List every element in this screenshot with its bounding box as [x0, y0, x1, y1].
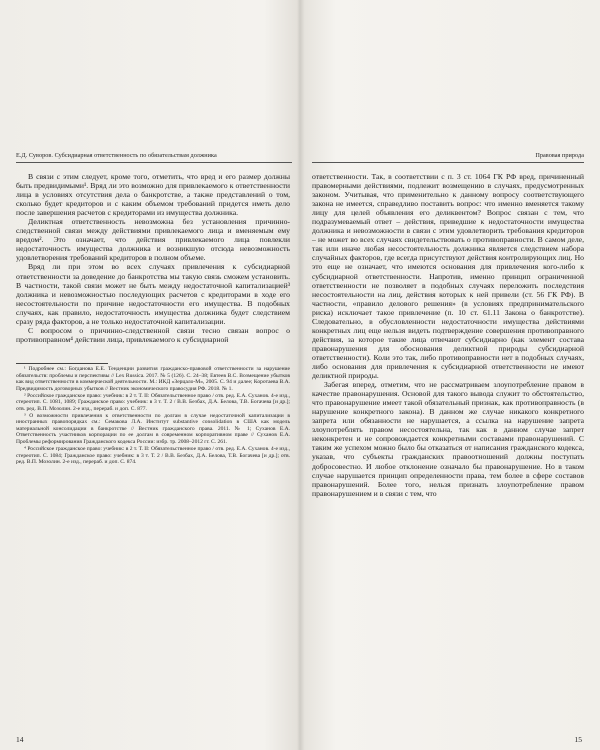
- footnote: ⁴ Российское гражданское право: учебник: в 2 т. Т. II: Обязательственное право / отв. ред. Е.А. Суханов. 4-е изд., стереотип. С. 1084; Гражданское право: учебник: в 3 т. Т. 2 / В.В. Безбах, Д.А. Белова, Т.В. Богачева [и др.]; отв. ред. В.П. Мозолин. 2-е изд., перераб. и доп. С. 874.: [16, 446, 290, 466]
- footnote: ¹ Подробнее см.: Богданова Е.Е. Тенденции развития гражданско-правовой ответственности за нарушение обязательств: проблемы и перспективы // Lex Russica. 2017. № 5 (126). С. 24–38; Евтеев В.С. Возмещение убытков как вид ответственности в коммерческой деятельности. М.: ИКД «Зерцало-М», 2005. С. 94 и далее; Коротаева В.А. Предвидимость договорных убытков // Вестник экономического правосудия РФ. 2018. № 1.: [16, 366, 290, 392]
- paragraph: ответственности. Так, в соответствии с п. 3 ст. 1064 ГК РФ вред, причиненный правомерными действиями, подлежит возмещению в случаях, предусмотренных законом. Учитывая, что применительно к данному вопросу соответствующего закона не имеется, справедливо поставить вопрос: что именно вменяется такому лицу для целей объявления его деликвентом? Вопрос связан с тем, что подразумеваемый ответ – действия, приведшие к недостаточности имущества должника и невозможности в связи с этим удовлетворить требования кредиторов – не может во всех случаях свидетельствовать о противоправности. В самом деле, так или иначе любая несостоятельность должника является следствием набора случайных факторов, где всегда присутствуют действия контролирующих лиц. Но это еще не означает, что имеются основания для привлечения кого-либо к субсидиарной ответственности. Напротив, именно принцип ограниченной ответственности не позволяет в подобных случаях переложить последствия несостоятельности на лиц, действия которых к ней привели (ст. 56 ГК РФ). В частности, «правило делового решения» (в условиях предпринимательского риска) исключает такое привлечение (п. 10 ст. 61.11 Закона о банкротстве). Следовательно, в обусловленности недостаточности имущества действиями конкретных лиц еще нельзя видеть подтверждение совершения противоправного действия, за которое такие лица отвечают субсидиарно (как элемент состава правонарушения для обоснования деликтной природы субсидиарной ответственности). Коли это так, либо противоправности нет в подобных случаях, либо основания для привлечения к субсидиарной ответственности не имеют деликтной природы.: [312, 172, 584, 381]
- running-header-right: Правовая природа: [535, 152, 584, 159]
- paragraph: Забегая вперед, отметим, что не рассматриваем злоупотребление правом в качестве правонарушения. Основой для такого вывода служит то обстоятельство, что правонарушение имеет такой обязательный признак, как противоправность (в нарушение конкретного закона). В данном же случае никакого конкретного запрета или обязанности не нарушается, а ссылка на нарушение запрета злоупотреблять правом несостоятельна, так как в данном случае запрет неконкретен и не сопровождается конкретными составами правонарушений. С таким же успехом можно было бы отказаться от написания гражданского кодекса, указав, что субъекты гражданских правоотношений должны поступать добросовестно. И любое отклонение означало бы правонарушение. Но в таком случае нарушается принцип определенности права, тем более в сфере составов правонарушений. Более того, нельзя признать злоупотребление правом правонарушением и в связи с тем, что: [312, 380, 584, 498]
- right-page-body: [312, 172, 584, 498]
- paragraph: В связи с этим следует, кроме того, отметить, что вред и его размер должны быть предвидимыми¹. Вряд ли это возможно для привлекаемого к ответственности лица в условиях отсутствия дела о банкротстве, а также представлений о том, сколько будет кредиторов и с каким объемом требований придется иметь дело после завершения расчетов с кредиторами из имущества должника.: [16, 172, 290, 218]
- left-page-body: [16, 172, 290, 344]
- paragraph: С вопросом о причинно-следственной связи тесно связан вопрос о противоправном⁴ действии лица, привлекаемого к субсидиарной: [16, 325, 290, 344]
- footnote: ³ О возможности привлечения к ответственности по долгам в случае недостаточной капитализации в иностранных правопорядках см.: Семакова Л.А. Институт substantive consolidation в США как модель материальной консолидации в банкротстве // Вестник гражданского права. 2011. № 1; Суханов Е.А. Ответственность участников корпорации по ее долгам в современном корпоративном праве // Суханов Е.А. Проблемы реформирования Гражданского кодекса России: избр. тр. 2008–2012 гг. С. 261.: [16, 412, 290, 446]
- footnote: ² Российское гражданское право: учебник: в 2 т. Т. II: Обязательственное право / отв. ред. Е.А. Суханов. 4-е изд., стереотип. С. 1081, 1089; Гражданское право: учебник: в 3 т. Т. 2 / В.В. Безбах, Д.А. Белова, Т.В. Богачева [и др.]; отв. ред. В.П. Мозолин. 2-е изд., перераб. и доп. С. 877.: [16, 392, 290, 412]
- page-number-right: 15: [574, 735, 582, 744]
- page-number-left: 14: [16, 735, 24, 744]
- running-header-left: Е.Д. Суворов. Субсидиарная ответственность по обязательствам должника: [16, 152, 217, 159]
- paragraph: Вряд ли при этом во всех случаях привлечения к субсидиарной ответственности за доведение до банкротства мы такую связь сможем установить. В частности, такой связи может не быть между недостаточной капитализацией³ должника и невозможностью последующих расчетов с кредиторами в ходе его несостоятельности по причине недостаточности его имущества. В подобных случаях, как правило, недостаточность имущества должника будет следствием сразу ряда факторов, а не только недостаточной капитализации.: [16, 262, 290, 326]
- footnotes: [16, 366, 290, 466]
- header-rule-right: [312, 162, 584, 163]
- paragraph: Деликтная ответственность невозможна без установления причинно-следственной связи между действиями привлекаемого лица и вменяемым ему вредом². Это означает, что действия привлекаемого лица повлекли недостаточность имущества должника и возникшую отсюда невозможность удовлетворения требований кредиторов в полном объеме.: [16, 217, 290, 263]
- footnote-separator: [16, 363, 108, 364]
- header-rule-left: [16, 162, 292, 163]
